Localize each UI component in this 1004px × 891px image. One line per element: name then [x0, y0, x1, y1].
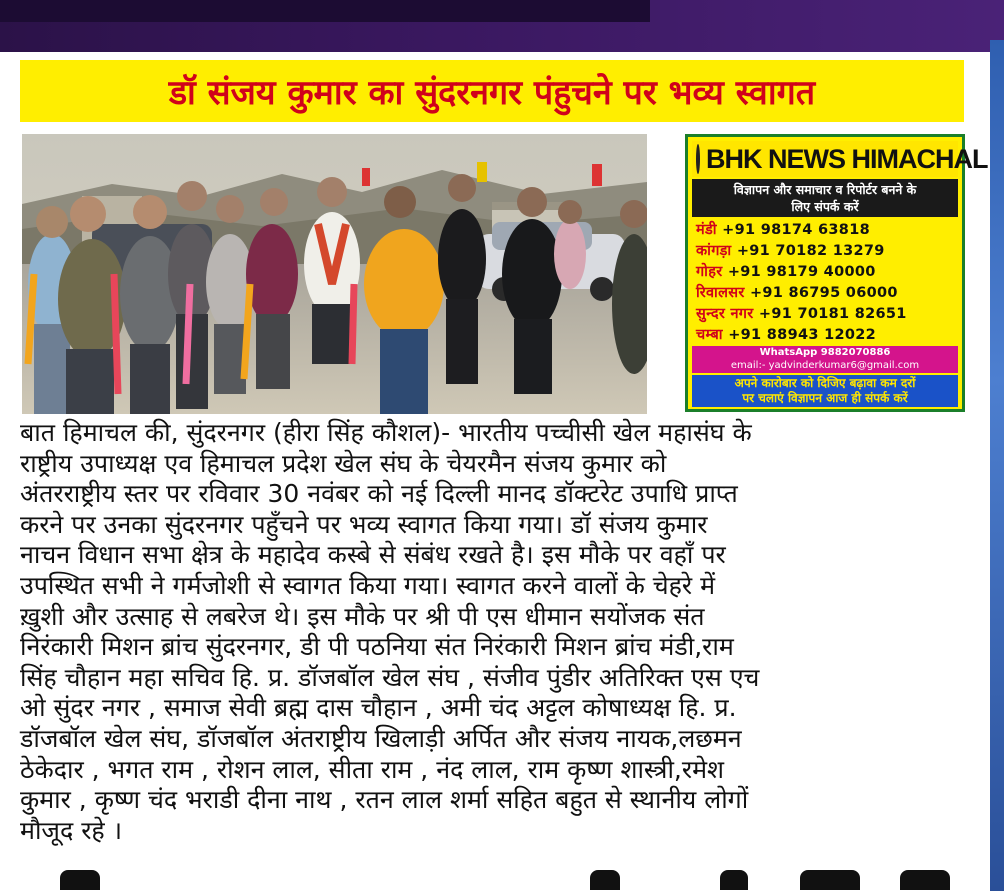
contact-label: मंडी — [696, 222, 717, 238]
right-edge-decoration — [990, 40, 1004, 891]
article-line: कुमार , कृष्ण चंद भराडी दीना नाथ , रतन लाल शर्मा सहित बहुत से स्थानीय लोगों — [20, 785, 749, 815]
article-line: ख़ुशी और उत्साह से लबरेज थे। इस मौके पर श्री पी एस धीमान सयोंजक संत — [20, 601, 705, 631]
contact-row — [692, 284, 958, 303]
ad-subtitle-line2: लिए संपर्क करें — [791, 199, 859, 214]
contact-number[interactable]: +91 70181 82651 — [758, 306, 907, 322]
article-line: उपस्थित सभी ने गर्मजोशी से स्वागत किया गया। स्वागत करने वालों के चेहरे में — [20, 570, 716, 600]
headline-text: डॉ संजय कुमार का सुंदरनगर पंहुचने पर भव्य स्वागत — [168, 73, 816, 113]
contact-label: कांगड़ा — [696, 243, 732, 259]
article-line: डॉजबॉल खेल संघ, डॉजबॉल अंतराष्ट्रीय खिलाड़ी अर्पित और संजय नायक,लछमन — [20, 723, 742, 753]
top-banner-cut — [0, 0, 650, 22]
ad-slogan-line2: पर चलाएं विज्ञापन आज ही संपर्क करें — [742, 391, 908, 405]
cut-glyph — [800, 870, 860, 890]
contact-row — [692, 305, 958, 324]
article-line: करने पर उनका सुंदरनगर पहुँचने पर भव्य स्वागत किया गया। डॉ संजय कुमार — [20, 509, 708, 539]
cut-glyph — [900, 870, 950, 890]
headline-banner — [20, 60, 964, 122]
news-photo — [22, 134, 647, 414]
ad-subtitle-line1: विज्ञापन और समाचार व रिपोर्टर बनने के — [733, 182, 917, 197]
next-headline-fragment — [0, 874, 990, 891]
advertisement — [685, 134, 988, 412]
ad-subtitle — [692, 179, 958, 217]
article-line: राष्ट्रीय उपाध्यक्ष एव हिमाचल प्रदेश खेल संघ के चेयरमैन संजय कुमार को — [20, 448, 667, 478]
contact-row — [692, 221, 958, 240]
article-line: मौजूद रहे । — [20, 815, 123, 845]
article-line: ठेकेदार , भगत राम , रोशन लाल, सीता राम , नंद लाल, राम कृष्ण शास्त्री,रमेश — [20, 754, 725, 784]
cut-glyph — [590, 870, 620, 890]
contact-row — [692, 263, 958, 282]
contact-label: गोहर — [696, 264, 723, 280]
contact-number[interactable]: +91 86795 06000 — [749, 285, 898, 301]
contact-number[interactable]: +91 88943 12022 — [728, 327, 877, 343]
ad-slogan-line1: अपने कारोबार को दिजिए बढ़ावा कम दरों — [734, 376, 916, 390]
contact-number[interactable]: +91 98174 63818 — [722, 222, 870, 238]
contact-number[interactable]: +91 98179 40000 — [727, 264, 876, 280]
ad-brand-name: BHK NEWS HIMACHAL — [706, 143, 988, 174]
article-line: अंतरराष्ट्रीय स्तर पर रविवार 30 नवंबर को नई दिल्ली मानद डॉक्टरेट उपाधि प्राप्त — [20, 479, 738, 509]
article-line: सिंह चौहान महा सचिव हि. प्र. डॉजबॉल खेल संघ , संजीव पुंडीर अतिरिक्त एस एच — [20, 662, 760, 692]
photo-illustration — [22, 134, 647, 414]
ad-brand-bar — [692, 141, 988, 177]
top-banner — [0, 0, 1004, 52]
cut-glyph — [60, 870, 100, 890]
contact-row — [692, 242, 958, 261]
article-body — [20, 418, 964, 846]
contact-row — [692, 326, 958, 345]
contact-number[interactable]: +91 70182 13279 — [736, 243, 885, 259]
article-line: बात हिमाचल की, सुंदरनगर (हीरा सिंह कौशल)- भारतीय पच्चीसी खेल महासंघ के — [20, 418, 752, 447]
cut-glyph — [720, 870, 748, 890]
contact-label: रिवालसर — [696, 285, 745, 301]
contact-label: चम्बा — [696, 327, 723, 343]
ad-slogan — [692, 375, 958, 407]
article-line: निरंकारी मिशन ब्रांच सुंदरनगर, डी पी पठनिया संत निरंकारी मिशन ब्रांच मंडी,राम — [20, 632, 734, 662]
email-address[interactable]: email:- yadvinderkumar6@gmail.com — [692, 359, 958, 373]
article-line: नाचन विधान सभा क्षेत्र के महादेव कस्बे से संबंध रखते है। इस मौके पर वहाँ पर — [20, 540, 726, 570]
whatsapp-number[interactable]: WhatsApp 9882070886 — [692, 346, 958, 359]
article-line: ओ सुंदर नगर , समाज सेवी ब्रह्म दास चौहान , अमी चंद अट्टल कोषाध्यक्ष हि. प्र. — [20, 693, 737, 723]
contact-label: सुन्दर नगर — [696, 306, 754, 322]
channel-logo-icon — [696, 144, 700, 174]
